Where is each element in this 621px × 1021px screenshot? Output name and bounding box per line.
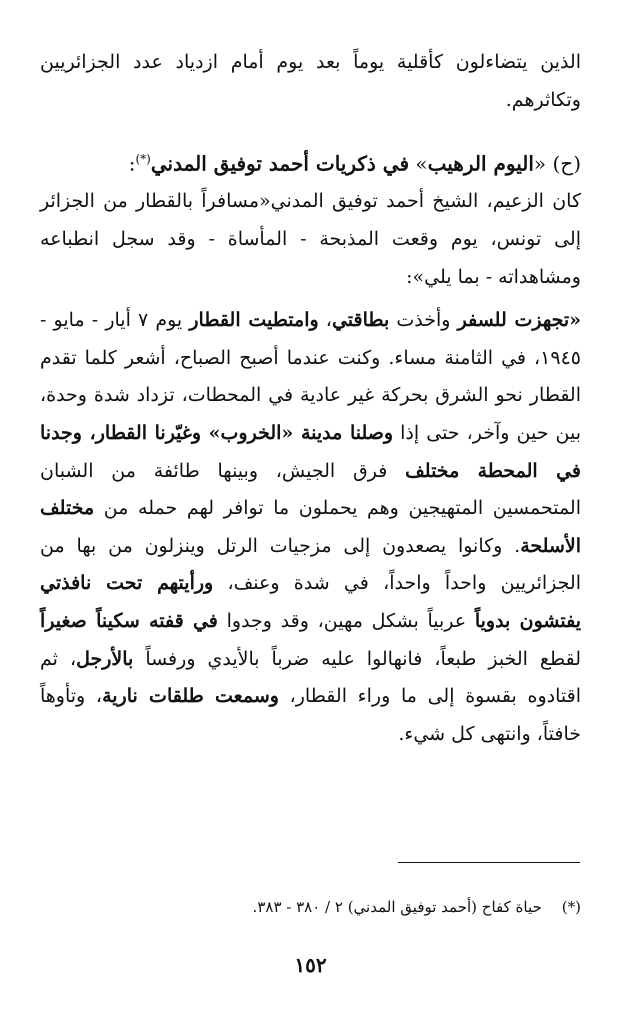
heading-title: اليوم الرهيب: [427, 151, 534, 176]
footnote: [40, 894, 581, 920]
page-number: ١٥٢: [294, 953, 327, 977]
quote-bold-7: في قفته سكيناً صغيراً: [40, 609, 218, 632]
quoted-paragraph: [40, 302, 581, 753]
quote-text-7: لقطع الخبز طبعاً، فانهالوا عليه ضرباً بالأيدي ورفساً: [133, 647, 581, 670]
quote-text-1: وأخذت: [389, 309, 458, 332]
footnote-divider: [398, 862, 580, 863]
intro-paragraph: الذين يتضاءلون كأقلية يوماً بعد يوم أمام ازدياد عدد الجزائريين وتكاثرهم.: [40, 51, 581, 111]
quote-text-2: ،: [318, 309, 332, 332]
quote-text-3: يوم ٧ أيار - مايو - ١٩٤٥، في الثامنة مساء. وكنت عندما أصبح الصباح، أشعر كلما تقدم القطار نحو الشرق بحركة غير عادية في المحطات، تزداد شدة وحدة، بين حين وآخر، حتى إذا: [40, 309, 581, 444]
quote-text-6: عربياً بشكل مهين، وقد وجدوا: [217, 609, 475, 632]
heading-colon: :: [128, 151, 136, 176]
quote-bold-8: بالأرجل: [76, 647, 134, 670]
quote-bold-1: تجهزت للسفر: [457, 309, 570, 332]
heading-close-quote: »: [409, 151, 428, 176]
section-heading: [40, 141, 581, 183]
footnote-text: حياة كفاح (أحمد توفيق المدني) ٢ / ٣٨٠ - ٣٨٣.: [252, 898, 542, 916]
quote-text-5: . وكانوا يصعدون إلى مزجيات الرتل وينزلون من بها من الجزائريين واحداً واحداً، في شدة وعنف،: [40, 534, 581, 595]
quote-text-8: ، ثم اقتادوه بقسوة إلى ما وراء القطار،: [40, 647, 581, 708]
quote-bold-4: وصلنا مدينة «الخروب» وغيّرنا القطار، وجدنا في المحطة مختلف: [40, 422, 581, 482]
quote-bold-9: وسمعت طلقات نارية: [102, 685, 279, 708]
heading-subject: في ذكريات أحمد توفيق المدني: [150, 151, 410, 176]
footnote-reference: (*): [135, 152, 151, 167]
quote-bold-5: مختلف الأسلحة: [40, 497, 581, 557]
heading-letter: (ح) «: [533, 151, 581, 176]
quote-text-4: فرق الجيش، وبينها طائفة من الشبان المتحمسين المتهيجين وهم يحملون ما توافر لهم حمله من: [40, 459, 581, 520]
footnote-mark: (*): [561, 898, 581, 916]
quote-open: «: [569, 309, 582, 332]
lead-in-paragraph: كان الزعيم، الشيخ أحمد توفيق المدني«مسافراً بالقطار من الجزائر إلى تونس، يوم وقعت المذبحة - المأساة - وقد سجل انطباعه ومشاهداته - بما يلي»:: [40, 190, 581, 288]
quote-bold-2: بطاقتي: [331, 309, 390, 332]
quote-text-9: ، وتأوهاً خافتاً، وانتهى كل شيء.: [40, 685, 581, 745]
quote-bold-3: وامتطيت القطار: [189, 309, 319, 332]
quote-bold-6: ورأيتهم تحت نافذتي يفتشون بدوياً: [40, 572, 581, 632]
